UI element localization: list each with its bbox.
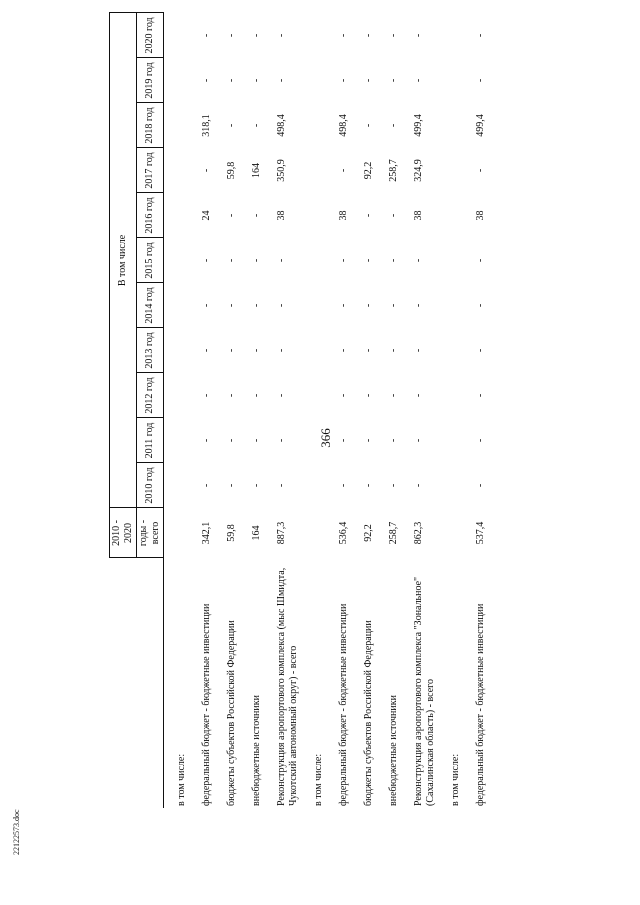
row-year-value (164, 418, 190, 463)
row-year-value (301, 103, 326, 148)
row-year-value: - (388, 213, 399, 218)
row-year-value (438, 283, 463, 328)
row-year-value: - (475, 78, 486, 83)
header-total-label: годы - всего (137, 508, 164, 558)
row-total: 59,8 (226, 524, 237, 542)
row-total (301, 508, 326, 558)
row-year-value: - (276, 258, 287, 263)
row-label: в том числе: (176, 753, 187, 806)
row-year-value: - (475, 483, 486, 488)
row-year-value: - (251, 438, 262, 443)
row-year-value: - (338, 78, 349, 83)
row-year-value (438, 193, 463, 238)
row-year-value (301, 148, 326, 193)
row-year-value: - (276, 438, 287, 443)
row-year-value: 24 (201, 210, 212, 221)
row-year-value (164, 13, 190, 58)
table-row (264, 13, 301, 808)
table-row (376, 13, 401, 808)
header-year: 2017 год (137, 148, 164, 193)
row-year-value: - (413, 33, 424, 38)
row-year-value: - (475, 438, 486, 443)
row-year-value: 350,9 (276, 159, 287, 182)
row-year-value (301, 13, 326, 58)
row-year-value: - (201, 438, 212, 443)
row-label: федеральный бюджет - бюджетные инвестиции (338, 603, 349, 806)
row-year-value: - (226, 393, 237, 398)
row-year-value: 38 (475, 210, 486, 221)
row-year-value: - (475, 33, 486, 38)
row-year-value: - (226, 33, 237, 38)
table-row (326, 13, 351, 808)
row-year-value: - (338, 438, 349, 443)
row-year-value (438, 463, 463, 508)
row-year-value: - (276, 78, 287, 83)
row-year-value (301, 238, 326, 283)
table-row (401, 13, 438, 808)
row-year-value: - (363, 78, 374, 83)
row-year-value: 59,8 (226, 161, 237, 180)
row-year-value: - (226, 303, 237, 308)
row-year-value: - (276, 33, 287, 38)
row-year-value (438, 373, 463, 418)
row-label: Реконструкция аэропортового комплекса (мыс Шмидта, Чукотский автономный округ) - всего (276, 567, 299, 806)
row-year-value: - (251, 258, 262, 263)
row-year-value: 258,7 (388, 159, 399, 182)
header-group: В том числе (110, 13, 137, 508)
row-year-value (164, 58, 190, 103)
row-year-value: - (201, 168, 212, 173)
row-year-value: - (413, 348, 424, 353)
row-year-value: - (475, 258, 486, 263)
header-year: 2011 год (137, 418, 164, 463)
row-year-value: 38 (338, 210, 349, 221)
header-period: 2010 - 2020 (110, 508, 137, 558)
row-year-value (164, 328, 190, 373)
row-total: 536,4 (338, 521, 349, 545)
row-year-value: - (338, 393, 349, 398)
row-year-value: 38 (413, 210, 424, 221)
row-year-value: - (363, 438, 374, 443)
row-label: бюджеты субъектов Российской Федерации (363, 620, 374, 806)
row-year-value: - (276, 303, 287, 308)
row-total (164, 508, 190, 558)
header-year: 2014 год (137, 283, 164, 328)
row-year-value: - (226, 483, 237, 488)
row-year-value: - (363, 393, 374, 398)
row-label: внебюджетные источники (388, 695, 399, 806)
row-year-value: - (201, 393, 212, 398)
row-year-value: - (388, 348, 399, 353)
row-year-value: - (338, 348, 349, 353)
table-row (351, 13, 376, 808)
row-label: федеральный бюджет - бюджетные инвестиции (475, 603, 486, 806)
row-year-value: - (388, 33, 399, 38)
row-year-value (438, 103, 463, 148)
row-year-value: - (388, 483, 399, 488)
table-header (110, 13, 164, 808)
row-year-value: 498,4 (338, 114, 349, 137)
table-row (214, 13, 239, 808)
row-year-value: - (201, 483, 212, 488)
row-year-value (301, 373, 326, 418)
row-year-value: - (363, 213, 374, 218)
row-year-value (438, 418, 463, 463)
row-year-value: - (201, 258, 212, 263)
row-year-value: 164 (251, 163, 262, 178)
row-total (438, 508, 463, 558)
row-year-value: - (388, 123, 399, 128)
row-year-value: - (363, 258, 374, 263)
header-year: 2020 год (137, 13, 164, 58)
row-year-value: - (413, 78, 424, 83)
row-year-value: - (475, 168, 486, 173)
row-year-value: - (226, 438, 237, 443)
row-year-value (301, 463, 326, 508)
row-year-value (164, 103, 190, 148)
row-year-value (164, 193, 190, 238)
row-year-value: - (251, 213, 262, 218)
row-year-value: - (413, 483, 424, 488)
row-year-value: - (251, 303, 262, 308)
row-year-value: - (363, 123, 374, 128)
budget-table (109, 12, 488, 808)
row-year-value: - (276, 393, 287, 398)
row-year-value: - (363, 348, 374, 353)
row-year-value: 92,2 (363, 161, 374, 180)
table-row (438, 13, 463, 808)
row-year-value: - (201, 303, 212, 308)
table-body (164, 13, 489, 808)
row-label: внебюджетные источники (251, 695, 262, 806)
row-year-value (301, 58, 326, 103)
row-year-value: - (475, 393, 486, 398)
row-year-value: - (338, 168, 349, 173)
row-year-value: - (388, 303, 399, 308)
row-label: в том числе: (450, 753, 461, 806)
row-year-value: - (251, 393, 262, 398)
row-total: 537,4 (475, 521, 486, 545)
row-year-value (301, 283, 326, 328)
row-year-value: - (413, 438, 424, 443)
row-total: 258,7 (388, 521, 399, 545)
row-year-value: 38 (276, 210, 287, 221)
row-year-value (438, 328, 463, 373)
row-year-value: - (475, 303, 486, 308)
row-total: 887,3 (276, 521, 287, 545)
row-year-value: - (226, 78, 237, 83)
header-year: 2018 год (137, 103, 164, 148)
row-year-value (301, 193, 326, 238)
header-year: 2012 год (137, 373, 164, 418)
row-year-value: 324,9 (413, 159, 424, 182)
row-year-value (301, 418, 326, 463)
row-year-value: - (276, 483, 287, 488)
row-year-value: - (226, 213, 237, 218)
row-year-value: - (388, 438, 399, 443)
row-total: 342,1 (201, 521, 212, 545)
row-year-value: - (388, 78, 399, 83)
row-year-value: - (251, 348, 262, 353)
header-year: 2019 год (137, 58, 164, 103)
row-year-value: - (413, 393, 424, 398)
row-year-value: - (226, 348, 237, 353)
row-year-value (438, 148, 463, 193)
row-total: 92,2 (363, 524, 374, 542)
row-year-value: - (251, 123, 262, 128)
row-year-value: - (251, 33, 262, 38)
row-total: 862,3 (413, 521, 424, 545)
header-year: 2013 год (137, 328, 164, 373)
row-year-value: - (338, 483, 349, 488)
footer-filename: 22122573.doc (12, 809, 21, 855)
row-year-value: - (201, 348, 212, 353)
row-year-value: 318,1 (201, 114, 212, 137)
header-year: 2016 год (137, 193, 164, 238)
row-year-value: - (338, 258, 349, 263)
row-year-value: - (475, 348, 486, 353)
row-year-value: - (226, 258, 237, 263)
row-year-value: - (363, 303, 374, 308)
row-year-value: 498,4 (276, 114, 287, 137)
row-label: федеральный бюджет - бюджетные инвестиции (201, 603, 212, 806)
row-year-value: - (251, 78, 262, 83)
row-year-value (438, 58, 463, 103)
row-year-value (164, 148, 190, 193)
row-year-value: - (388, 258, 399, 263)
row-year-value: - (413, 258, 424, 263)
row-year-value: - (363, 33, 374, 38)
row-year-value: - (201, 78, 212, 83)
row-label: Реконструкция аэропортового комплекса "Зональное" (Сахалинская область) - всего (413, 576, 436, 806)
row-year-value: - (363, 483, 374, 488)
row-year-value: - (388, 393, 399, 398)
budget-table-rotated (109, 13, 634, 808)
row-label: в том числе: (313, 753, 324, 806)
row-year-value (301, 328, 326, 373)
row-year-value: 499,4 (475, 114, 486, 137)
row-year-value: - (226, 123, 237, 128)
table-row (189, 13, 214, 808)
page-number: 366 (318, 428, 333, 448)
row-year-value (164, 283, 190, 328)
table-row (239, 13, 264, 808)
row-label: бюджеты субъектов Российской Федерации (226, 620, 237, 806)
row-year-value: - (201, 33, 212, 38)
row-total: 164 (251, 525, 262, 541)
table-row (301, 13, 326, 808)
row-year-value: - (251, 483, 262, 488)
row-year-value: - (338, 303, 349, 308)
row-year-value: - (276, 348, 287, 353)
row-year-value (438, 238, 463, 283)
row-year-value (438, 13, 463, 58)
row-year-value (164, 463, 190, 508)
header-year: 2015 год (137, 238, 164, 283)
row-year-value: - (413, 303, 424, 308)
table-row (463, 13, 488, 808)
row-year-value (164, 373, 190, 418)
header-year: 2010 год (137, 463, 164, 508)
row-year-value (164, 238, 190, 283)
header-empty (110, 558, 164, 808)
row-year-value: - (338, 33, 349, 38)
table-row (164, 13, 190, 808)
row-year-value: 499,4 (413, 114, 424, 137)
